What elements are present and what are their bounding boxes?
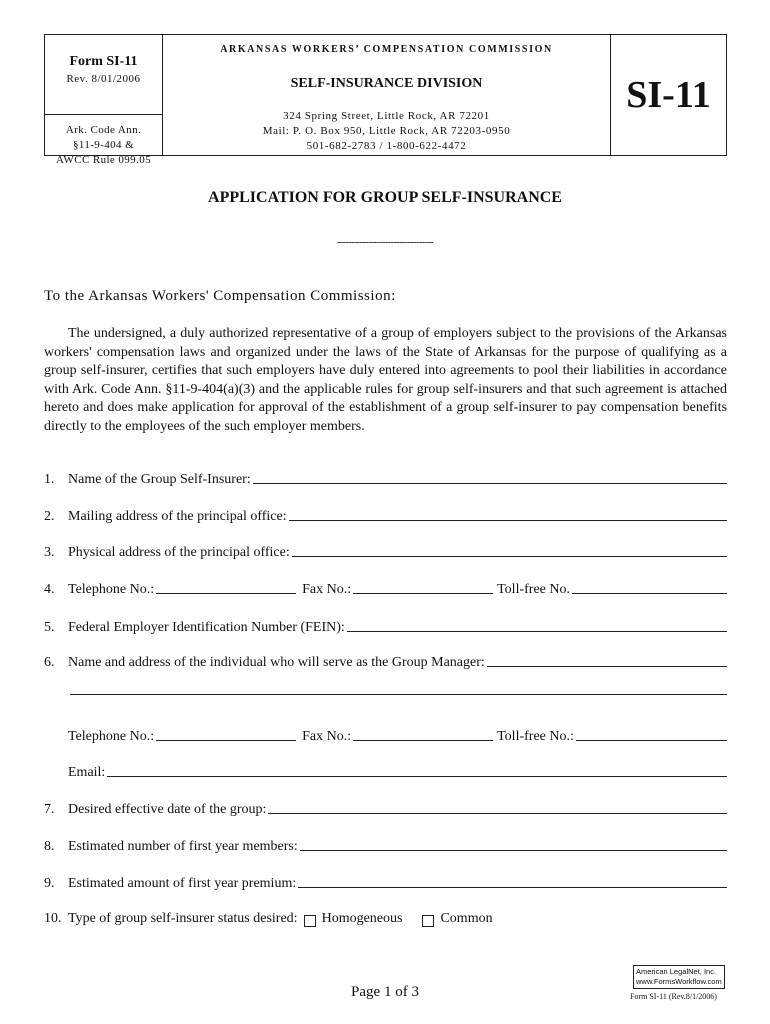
item-number: 9. — [44, 876, 55, 891]
manager-telephone-field[interactable] — [156, 739, 296, 741]
item-group-manager — [44, 655, 727, 671]
item-mailing-address — [44, 509, 727, 525]
fax-field[interactable] — [353, 592, 493, 594]
citation-line: Ark. Code Ann. — [65, 124, 142, 136]
item-label: Desired effective date of the group: — [68, 802, 267, 817]
certification-paragraph: The undersigned, a duly authorized representative of a group of employers subject to the provisions of the Arkansas workers' compensation laws and organized under the laws of the State of Arkansas for the purpose of qualifying as a group self-insurer, certifies that such employers have duly entered into agreements to pool their liabilities in accordance with Ark. Code Ann. §11-9-404(a)(3) and the applicable rules for group self-insurers and that such agreement is attached hereto and does make application for approval of the establishment of a group self-insurer to pay compensation benefits directly to the employees of the such employer members. — [44, 326, 727, 434]
item-label: Email: — [68, 765, 106, 780]
item-label: Estimated amount of first year premium: — [68, 876, 297, 891]
agency-address — [163, 109, 610, 154]
item-number: 10. — [44, 911, 62, 926]
member-count-field[interactable] — [300, 849, 727, 851]
item-number: 2. — [44, 509, 55, 524]
citation-line: AWCC Rule 099.05 — [55, 154, 152, 166]
premium-field[interactable] — [298, 886, 727, 888]
form-code-box — [610, 35, 726, 155]
item-group-manager-cont — [44, 693, 727, 699]
manager-email-field[interactable] — [107, 775, 727, 777]
item-label: Toll-free No. — [497, 582, 570, 597]
phone-numbers: 501-682-2783 / 1-800-622-4472 — [306, 140, 467, 152]
common-checkbox[interactable] — [422, 915, 434, 927]
item-group-name — [44, 472, 727, 488]
common-label: Common — [440, 911, 493, 926]
item-status-type — [44, 911, 727, 927]
mail-address: Mail: P. O. Box 950, Little Rock, AR 72203-0950 — [262, 125, 511, 137]
separator: ---------------------------------- — [336, 237, 434, 248]
homogeneous-checkbox[interactable] — [304, 915, 316, 927]
item-phone-numbers — [44, 582, 727, 598]
item-number: 4. — [44, 582, 55, 597]
item-label: Fax No.: — [302, 582, 352, 597]
mailing-address-field[interactable] — [289, 519, 727, 521]
group-name-field[interactable] — [253, 482, 727, 484]
item-physical-address — [44, 545, 727, 561]
item-label: Telephone No.: — [68, 582, 155, 597]
form-revision: Rev. 8/01/2006 — [66, 73, 141, 85]
item-effective-date — [44, 802, 727, 818]
item-manager-email — [44, 765, 727, 781]
item-manager-phones — [44, 729, 727, 745]
group-manager-field[interactable] — [487, 665, 727, 667]
agency-name: ARKANSAS WORKERS’ COMPENSATION COMMISSION — [220, 44, 553, 55]
manager-toll-free-field[interactable] — [576, 739, 727, 741]
item-label: Estimated number of first year members: — [68, 839, 298, 854]
item-fein — [44, 620, 727, 636]
effective-date-field[interactable] — [268, 812, 727, 814]
street-address: 324 Spring Street, Little Rock, AR 72201 — [283, 110, 490, 122]
item-label: Type of group self-insurer status desired: — [68, 911, 298, 926]
item-label: Fax No.: — [302, 729, 352, 744]
stamp-company: American LegalNet, Inc. — [636, 967, 717, 976]
item-label: Telephone No.: — [68, 729, 155, 744]
form-code: SI-11 — [626, 74, 711, 116]
statute-citation — [45, 115, 162, 168]
citation-line: §11-9-404 & — [72, 139, 135, 151]
item-first-year-premium — [44, 876, 727, 892]
item-number: 7. — [44, 802, 55, 817]
item-number: 6. — [44, 655, 55, 670]
homogeneous-label: Homogeneous — [321, 911, 403, 926]
manager-fax-field[interactable] — [353, 739, 493, 741]
document-title: APPLICATION FOR GROUP SELF-INSURANCE — [208, 189, 562, 206]
stamp-url: www.FormsWorkflow.com — [636, 977, 722, 986]
physical-address-field[interactable] — [292, 555, 727, 557]
form-id-column — [45, 35, 163, 166]
item-label: Toll-free No.: — [497, 729, 574, 744]
item-number: 3. — [44, 545, 55, 560]
item-member-count — [44, 839, 727, 855]
salutation: To the Arkansas Workers' Compensation Commission: — [44, 288, 396, 304]
item-label: Physical address of the principal office: — [68, 545, 290, 560]
item-number: 5. — [44, 620, 55, 635]
item-label: Name and address of the individual who will serve as the Group Manager: — [68, 655, 485, 670]
footer-revision: Form SI-11 (Rev.8/1/2006) — [630, 992, 717, 1001]
form-header — [44, 34, 727, 166]
item-label: Federal Employer Identification Number (FEIN): — [68, 620, 345, 635]
item-label: Mailing address of the principal office: — [68, 509, 287, 524]
page-number: Page 1 of 3 — [351, 984, 419, 1000]
form-number: Form SI-11 — [69, 54, 138, 69]
telephone-field[interactable] — [156, 592, 296, 594]
fein-field[interactable] — [347, 630, 727, 632]
item-number: 1. — [44, 472, 55, 487]
toll-free-field[interactable] — [572, 592, 727, 594]
item-label: Name of the Group Self-Insurer: — [68, 472, 251, 487]
group-manager-address-field[interactable] — [70, 693, 727, 695]
item-number: 8. — [44, 839, 55, 854]
division-name: SELF-INSURANCE DIVISION — [290, 76, 483, 91]
